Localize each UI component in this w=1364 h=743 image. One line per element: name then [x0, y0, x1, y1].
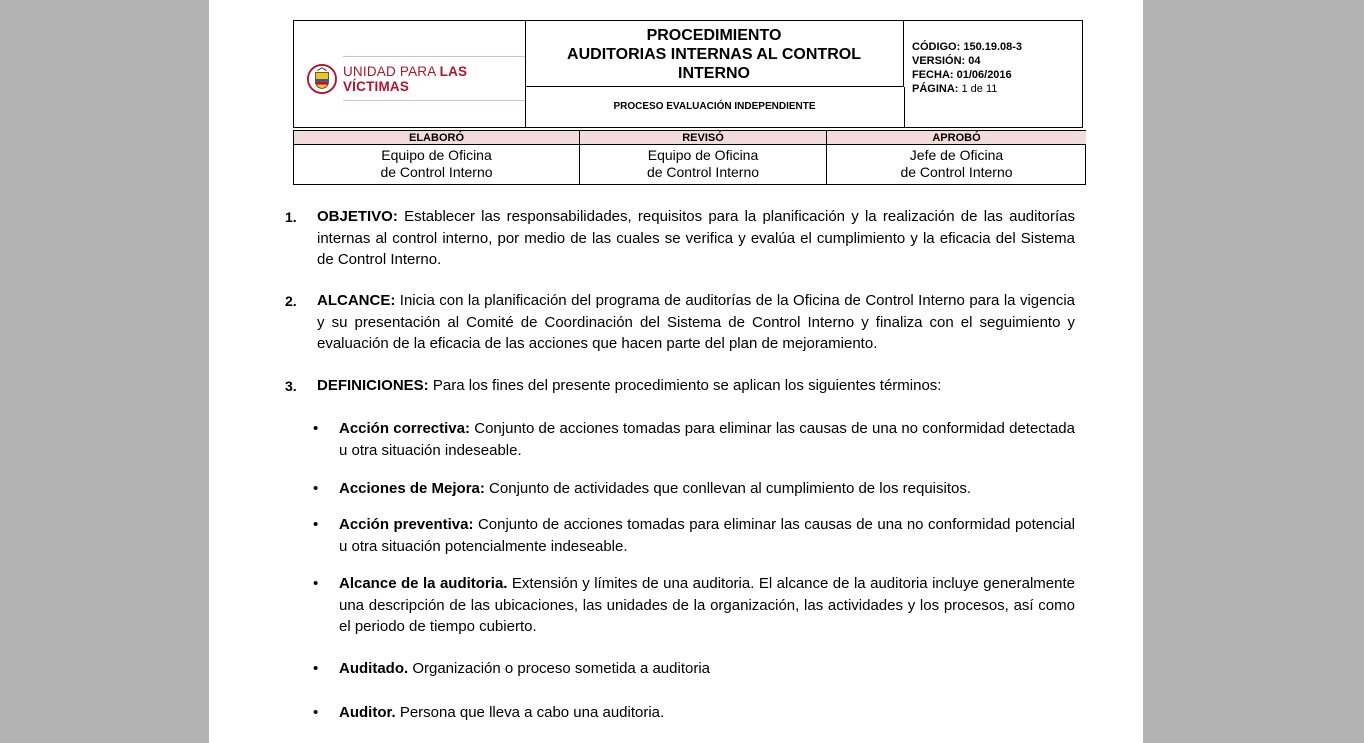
definition-item: Acción correctiva: Conjunto de acciones tomadas para eliminar las causas de una no conformidad detectada u otra situación indeseable. — [339, 420, 1075, 459]
unidad-victimas-logo — [307, 56, 525, 101]
document-title: PROCEDIMIENTO AUDITORIAS INTERNAS AL CONTROL INTERNO — [525, 21, 904, 87]
document-page — [209, 0, 1143, 743]
section-number: 2. — [285, 293, 297, 309]
approval-column-reviso: REVISÓ Equipo de Oficina de Control Interno — [579, 131, 826, 184]
approvals-table — [293, 130, 1086, 185]
section-objetivo: OBJETIVO: Establecer las responsabilidades, requisitos para la planificación y la realización de las auditorías internas al control interno, por medio de las cuales se verifica y evalúa el cumplimiento y la eficacia del Sistema de Control Interno. — [317, 208, 1075, 268]
pagina: PÁGINA: 1 de 11 — [912, 83, 998, 95]
bullet-icon: • — [313, 480, 319, 497]
process-name: PROCESO EVALUACIÓN INDEPENDIENTE — [525, 87, 905, 127]
section-number: 3. — [285, 378, 297, 394]
definition-item: Acción preventiva: Conjunto de acciones tomadas para eliminar las causas de una no conformidad potencial u otra situación potencialmente indeseable. — [339, 516, 1075, 555]
version: VERSIÓN: 04 — [912, 55, 981, 67]
approval-column-elaboro: ELABORÓ Equipo de Oficina de Control Interno — [294, 131, 579, 184]
bullet-icon: • — [313, 660, 319, 677]
coat-of-arms-icon — [307, 62, 337, 96]
definition-item: Alcance de la auditoria. Extensión y límites de una auditoria. El alcance de la auditoria incluye generalmente una descripción de las ubicaciones, las unidades de la organización, las actividades y los procesos, así como el periodo de tiempo cubierto. — [339, 575, 1075, 635]
bullet-icon: • — [313, 516, 319, 533]
document-header-table — [293, 20, 1083, 128]
document-metadata — [905, 40, 1090, 96]
approval-column-aprobo: APROBÓ Jefe de Oficina de Control Interno — [826, 131, 1086, 184]
section-definiciones: DEFINICIONES: Para los fines del presente procedimiento se aplican los siguientes términos: — [317, 377, 942, 394]
logo-cell — [294, 21, 526, 127]
fecha: FECHA: 01/06/2016 — [912, 69, 1012, 81]
definition-item: Auditado. Organización o proceso sometida a auditoria — [339, 660, 710, 677]
bullet-icon: • — [313, 420, 319, 437]
definition-item: Auditor. Persona que lleva a cabo una auditoria. — [339, 704, 665, 721]
section-number: 1. — [285, 209, 297, 225]
logo-text: UNIDAD PARA LAS VÍCTIMAS — [343, 56, 525, 101]
bullet-icon: • — [313, 704, 319, 721]
bullet-icon: • — [313, 575, 319, 592]
section-alcance: ALCANCE: Inicia con la planificación del programa de auditorías de la Oficina de Control Interno para la vigencia y su presentación al Comité de Coordinación del Sistema de Control Interno y finaliza con el seguimiento y evaluación de la eficacia de las acciones que hacen parte del plan de mejoramiento. — [317, 292, 1075, 352]
codigo: CÓDIGO: 150.19.08-3 — [912, 41, 1023, 53]
definition-item: Acciones de Mejora: Conjunto de actividades que conllevan al cumplimiento de los requisitos. — [339, 480, 972, 497]
